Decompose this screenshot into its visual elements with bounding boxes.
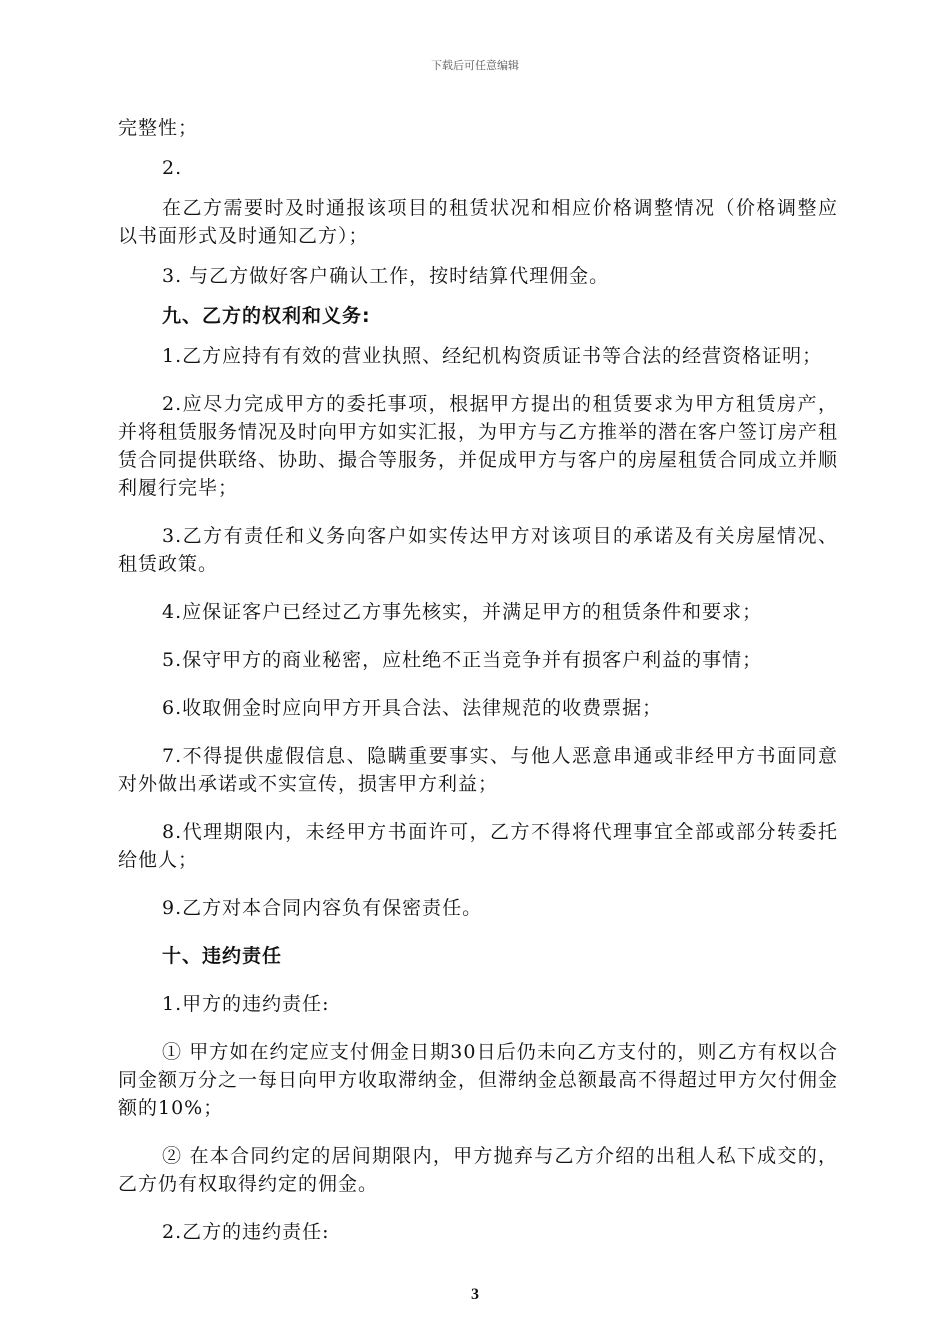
section-9-item-1: 1.乙方应持有有效的营业执照、经纪机构资质证书等合法的经营资格证明； bbox=[162, 345, 823, 367]
section-heading-9: 九、乙方的权利和义务: bbox=[162, 305, 371, 327]
page-header: 下载后可任意编辑 bbox=[431, 59, 519, 72]
clause-number-2: 2. bbox=[162, 157, 183, 179]
section-9-item-2: 2.应尽力完成甲方的委托事项，根据甲方提出的租赁要求为甲方租赁房产，并将租赁服务情况及时向甲方如实汇报，为甲方与乙方推举的潜在客户签订房产租赁合同提供联络、协助、撮合等服务，并促成甲方与客户的房屋租赁合同成立并顺利履行完毕； bbox=[118, 393, 839, 499]
section-10-party-a-item-1: ① 甲方如在约定应支付佣金日期30日后仍未向乙方支付的，则乙方有权以合同金额万分之一每日向甲方收取滞纳金，但滞纳金总额最高不得超过甲方欠付佣金额的10%； bbox=[118, 1041, 839, 1119]
section-10-party-a-heading: 1.甲方的违约责任: bbox=[162, 993, 330, 1015]
section-9-item-7: 7.不得提供虚假信息、隐瞒重要事实、与他人恶意串通或非经甲方书面同意对外做出承诺或不实宣传，损害甲方利益； bbox=[118, 745, 838, 795]
page-number: 3 bbox=[471, 1286, 479, 1303]
section-9-item-4: 4.应保证客户已经过乙方事先核实，并满足甲方的租赁条件和要求； bbox=[162, 601, 763, 623]
section-9-item-3: 3.乙方有责任和义务向客户如实传达甲方对该项目的承诺及有关房屋情况、租赁政策。 bbox=[118, 525, 838, 575]
section-9-item-5: 5.保守甲方的商业秘密，应杜绝不正当竞争并有损客户利益的事情； bbox=[162, 649, 763, 671]
section-10-party-b-heading: 2.乙方的违约责任: bbox=[162, 1221, 330, 1243]
clause-3-text: 3. 与乙方做好客户确认工作，按时结算代理佣金。 bbox=[162, 265, 610, 287]
section-9-item-9: 9.乙方对本合同内容负有保密责任。 bbox=[162, 897, 483, 919]
section-heading-10: 十、违约责任 bbox=[162, 945, 283, 967]
section-9-item-6: 6.收取佣金时应向甲方开具合法、法律规范的收费票据； bbox=[162, 697, 663, 719]
section-9-item-8: 8.代理期限内，未经甲方书面许可，乙方不得将代理事宜全部或部分转委托给他人； bbox=[118, 821, 838, 871]
document-body bbox=[118, 114, 838, 1246]
paragraph-line-completeness: 完整性； bbox=[118, 117, 199, 139]
clause-2-text: 在乙方需要时及时通报该项目的租赁状况和相应价格调整情况（价格调整应以书面形式及时通知乙方）； bbox=[118, 197, 838, 247]
section-10-party-a-item-2: ② 在本合同约定的居间期限内，甲方抛弃与乙方介绍的出租人私下成交的，乙方仍有权取得约定的佣金。 bbox=[118, 1145, 838, 1195]
